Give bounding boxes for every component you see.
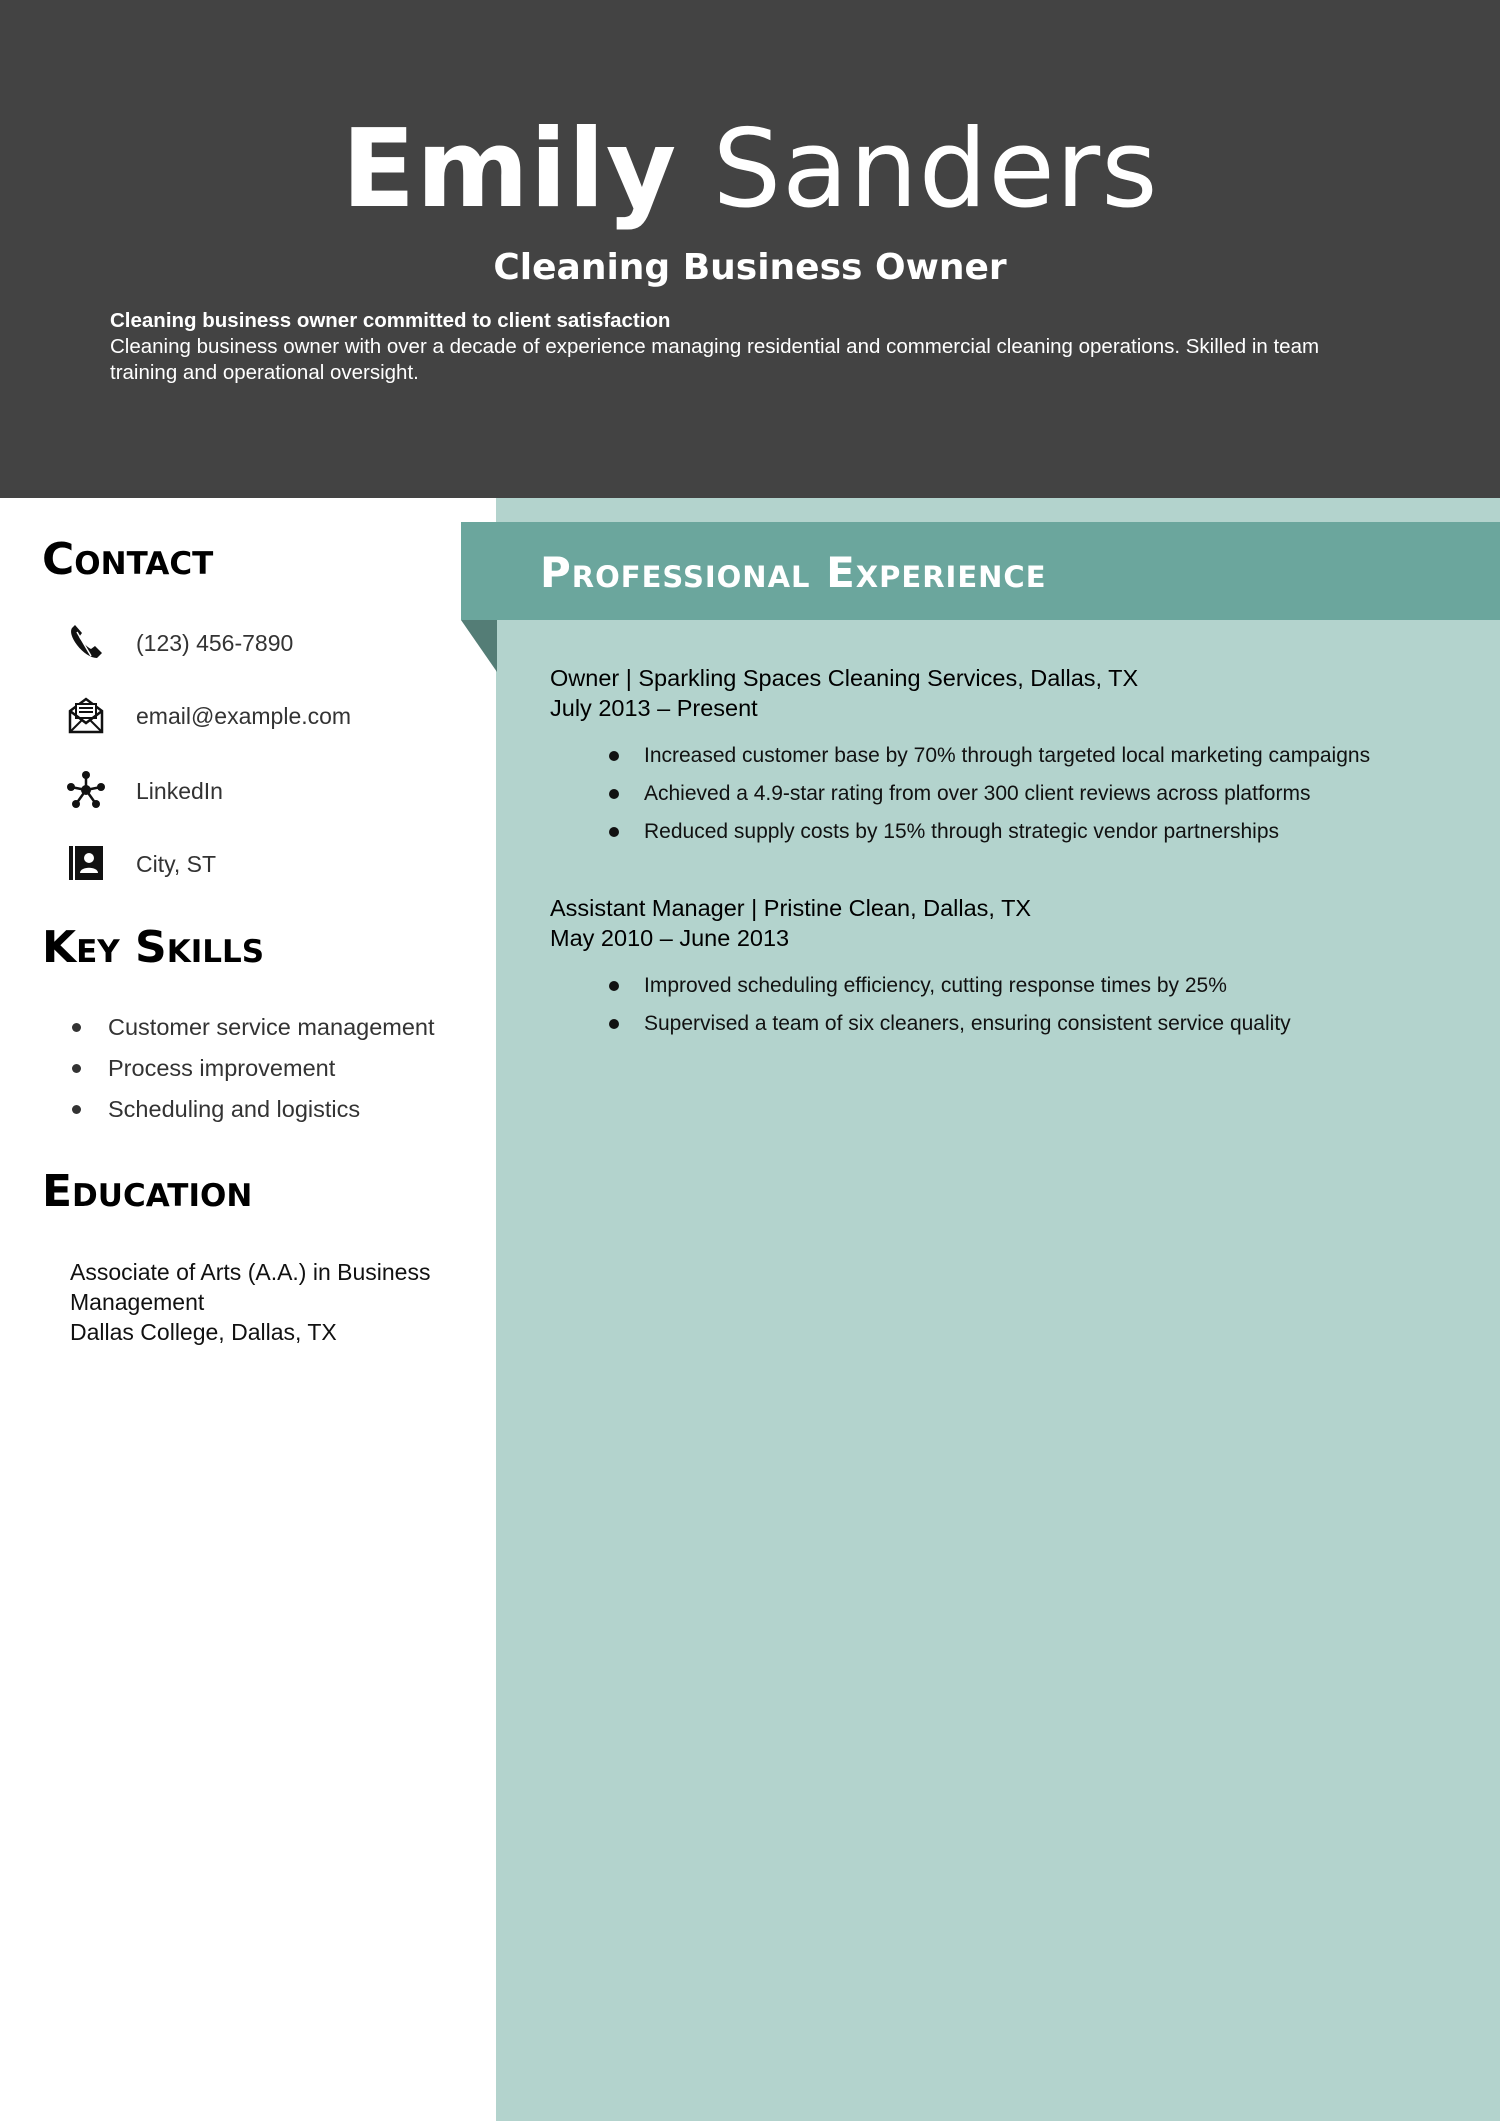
job-title-line: Assistant Manager | Pristine Clean, Dallas, TX [550,895,1032,921]
network-icon [66,770,106,810]
job-bullet: Increased customer base by 70% through targeted local marketing campaigns [550,737,1450,775]
resume-header [0,0,1500,498]
job-bullet: Reduced supply costs by 15% through strategic vendor partnerships [550,813,1450,851]
phone-text: (123) 456-7890 [136,630,294,656]
job-dates: July 2013 – Present [550,695,758,721]
education-school: Dallas College, Dallas, TX [70,1319,337,1345]
summary-text: Cleaning business owner with over a decade of experience managing residential and commercial cleaning operations. Skilled in team training and operational oversight. [110,335,1320,384]
job-bullets [550,737,1450,851]
education-heading: Education [42,1166,253,1217]
candidate-name [0,105,1500,235]
job-title-line: Owner | Sparkling Spaces Cleaning Services, Dallas, TX [550,665,1139,691]
phone-icon [66,622,106,662]
last-name: Sanders [712,107,1159,232]
email-text: email@example.com [136,703,352,729]
summary [110,308,1390,386]
job-entry [550,663,1450,851]
experience-heading: Professional Experience [540,548,1047,597]
job-dates: May 2010 – June 2013 [550,925,790,951]
contact-heading: Contact [42,534,214,585]
contact-phone [66,622,466,666]
skills-heading: Key Skills [42,922,265,973]
skill-item: Scheduling and logistics [70,1089,435,1130]
education-degree: Associate of Arts (A.A.) in Business Management [70,1259,431,1315]
job-bullet: Improved scheduling efficiency, cutting response times by 25% [550,967,1450,1005]
location-text: City, ST [136,851,217,877]
linkedin-text: LinkedIn [136,778,223,804]
email-icon [66,695,106,735]
job-bullet: Supervised a team of six cleaners, ensuring consistent service quality [550,1005,1450,1043]
skill-item: Process improvement [70,1048,435,1089]
skills-list [70,1007,435,1130]
job-title: Cleaning Business Owner [493,247,1007,288]
contact-location [66,843,466,887]
contact-card-icon [66,843,106,883]
skill-item: Customer service management [70,1007,435,1048]
first-name: Emily [341,107,678,232]
contact-email [66,695,466,739]
education-entry [70,1257,470,1347]
summary-headline: Cleaning business owner committed to client satisfaction [110,309,671,332]
contact-linkedin [66,770,466,814]
banner-fold [461,620,497,672]
job-entry [550,893,1450,1043]
job-bullet: Achieved a 4.9-star rating from over 300 client reviews across platforms [550,775,1450,813]
job-bullets [550,967,1450,1043]
